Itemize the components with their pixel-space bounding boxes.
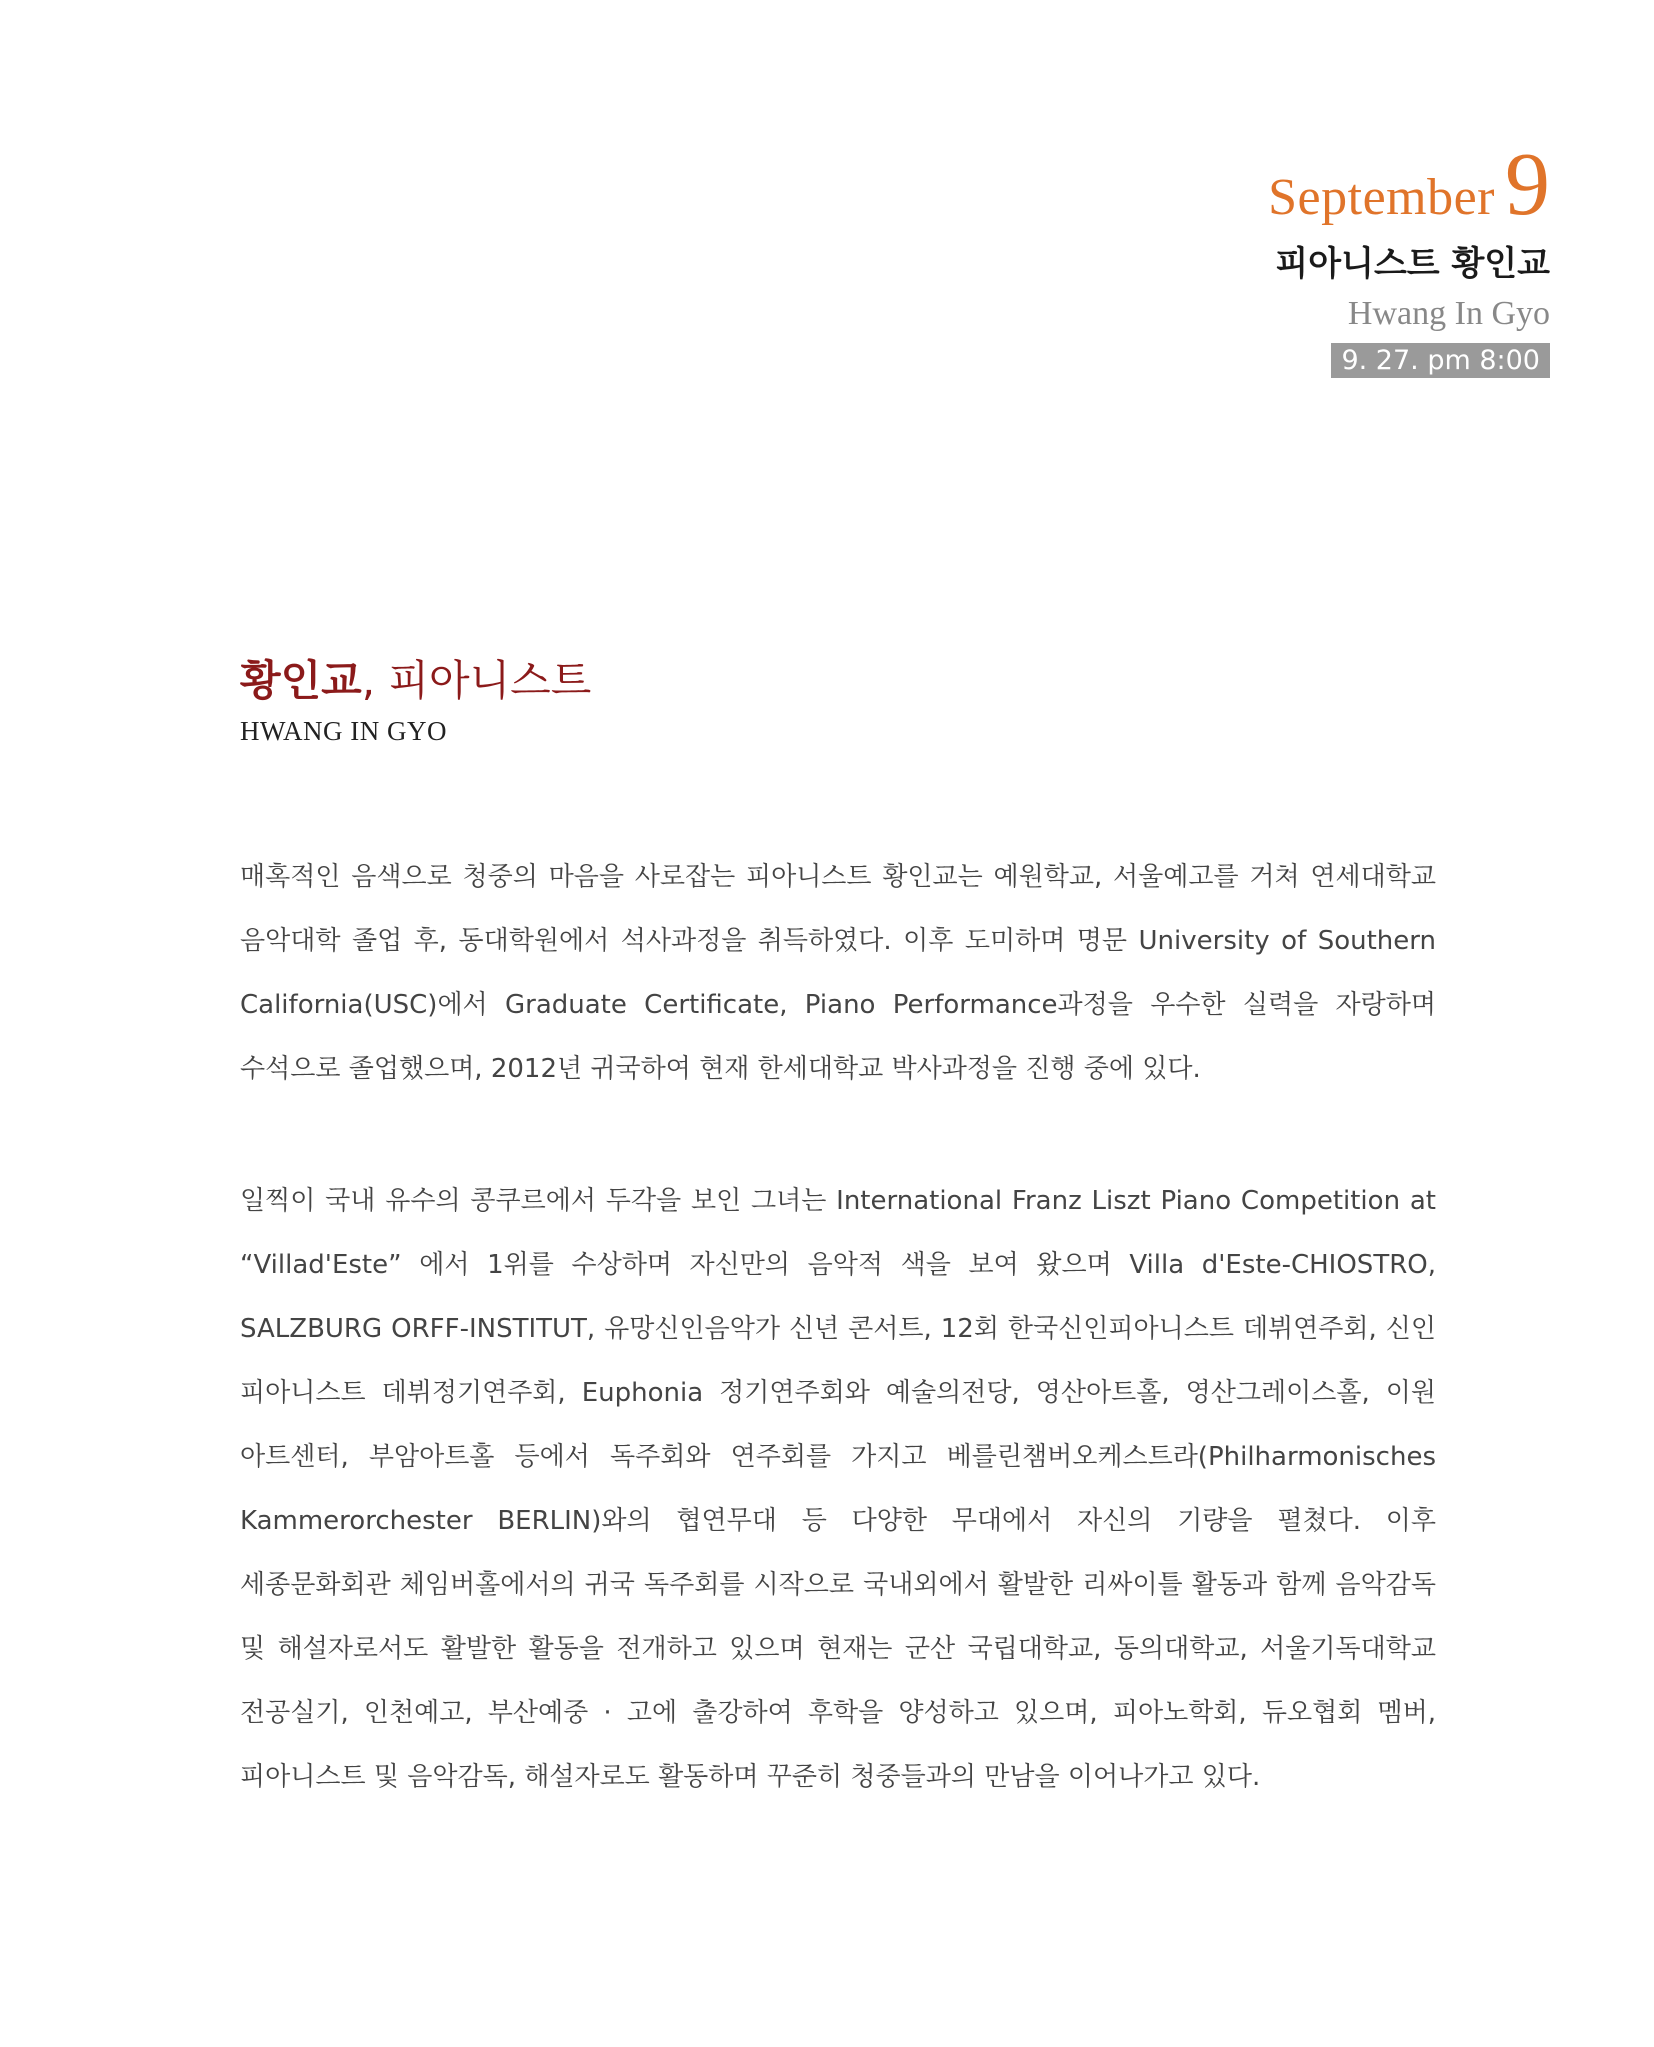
bio-role-korean: 피아니스트	[388, 656, 592, 705]
bio-heading	[240, 648, 591, 708]
performer-name-roman: Hwang In Gyo	[1347, 295, 1550, 332]
concert-date-title	[850, 135, 1550, 234]
bio-heading-separator: ,	[361, 656, 376, 705]
performer-name-korean: 피아니스트 황인교	[1275, 244, 1550, 284]
bio-name-korean: 황인교	[240, 656, 362, 705]
datetime-badge: 9. 27. pm 8:00	[1331, 343, 1550, 378]
bio-body	[240, 845, 1436, 1877]
month-name: September	[1268, 169, 1495, 226]
bio-paragraph-career: 일찍이 국내 유수의 콩쿠르에서 두각을 보인 그녀는 International Franz Liszt Piano Competition at “Villad'Este” 에서 1위를 수상하며 자신만의 음악적 색을 보여 왔으며 Villa d'Este-CHIOSTRO, SALZBURG ORFF-INSTITUT, 유망신인음악가 신년 콘서트, 12회 한국신인피아니스트 데뷔연주회, 신인 피아니스트 데뷔정기연주회, Euphonia 정기연주회와 예술의전당, 영산아트홀, 영산그레이스홀, 이원 아트센터, 부암아트홀 등에서 독주회와 연주회를 가지고 베를린챔버오케스트라(Philharmonisches Kammerorchester BERLIN)와의 협연무대 등 다양한 무대에서 자신의 기량을 펼쳤다. 이후 세종문화회관 체임버홀에서의 귀국 독주회를 시작으로 국내외에서 활발한 리싸이틀 활동과 함께 음악감독 및 해설자로서도 활발한 활동을 전개하고 있으며 현재는 군산 국립대학교, 동의대학교, 서울기독대학교 전공실기, 인천예고, 부산예중 · 고에 출강하여 후학을 양성하고 있으며, 피아노학회, 듀오협회 멤버, 피아니스트 및 음악감독, 해설자로도 활동하며 꾸준히 청중들과의 만남을 이어나가고 있다.	[240, 1186, 1436, 1792]
day-number: 9	[1505, 135, 1550, 234]
bio-paragraph-education: 매혹적인 음색으로 청중의 마음을 사로잡는 피아니스트 황인교는 예원학교, 서울예고를 거쳐 연세대학교 음악대학 졸업 후, 동대학원에서 석사과정을 취득하였다. 이후 도미하며 명문 University of Southern California(USC)에서 Graduate Certificate, Piano Performance과정을 우수한 실력을 자랑하며 수석으로 졸업했으며, 2012년 귀국하여 현재 한세대학교 박사과정을 진행 중에 있다.	[240, 862, 1436, 1084]
bio-name-roman: HWANG IN GYO	[240, 716, 447, 746]
concert-header	[850, 135, 1550, 378]
